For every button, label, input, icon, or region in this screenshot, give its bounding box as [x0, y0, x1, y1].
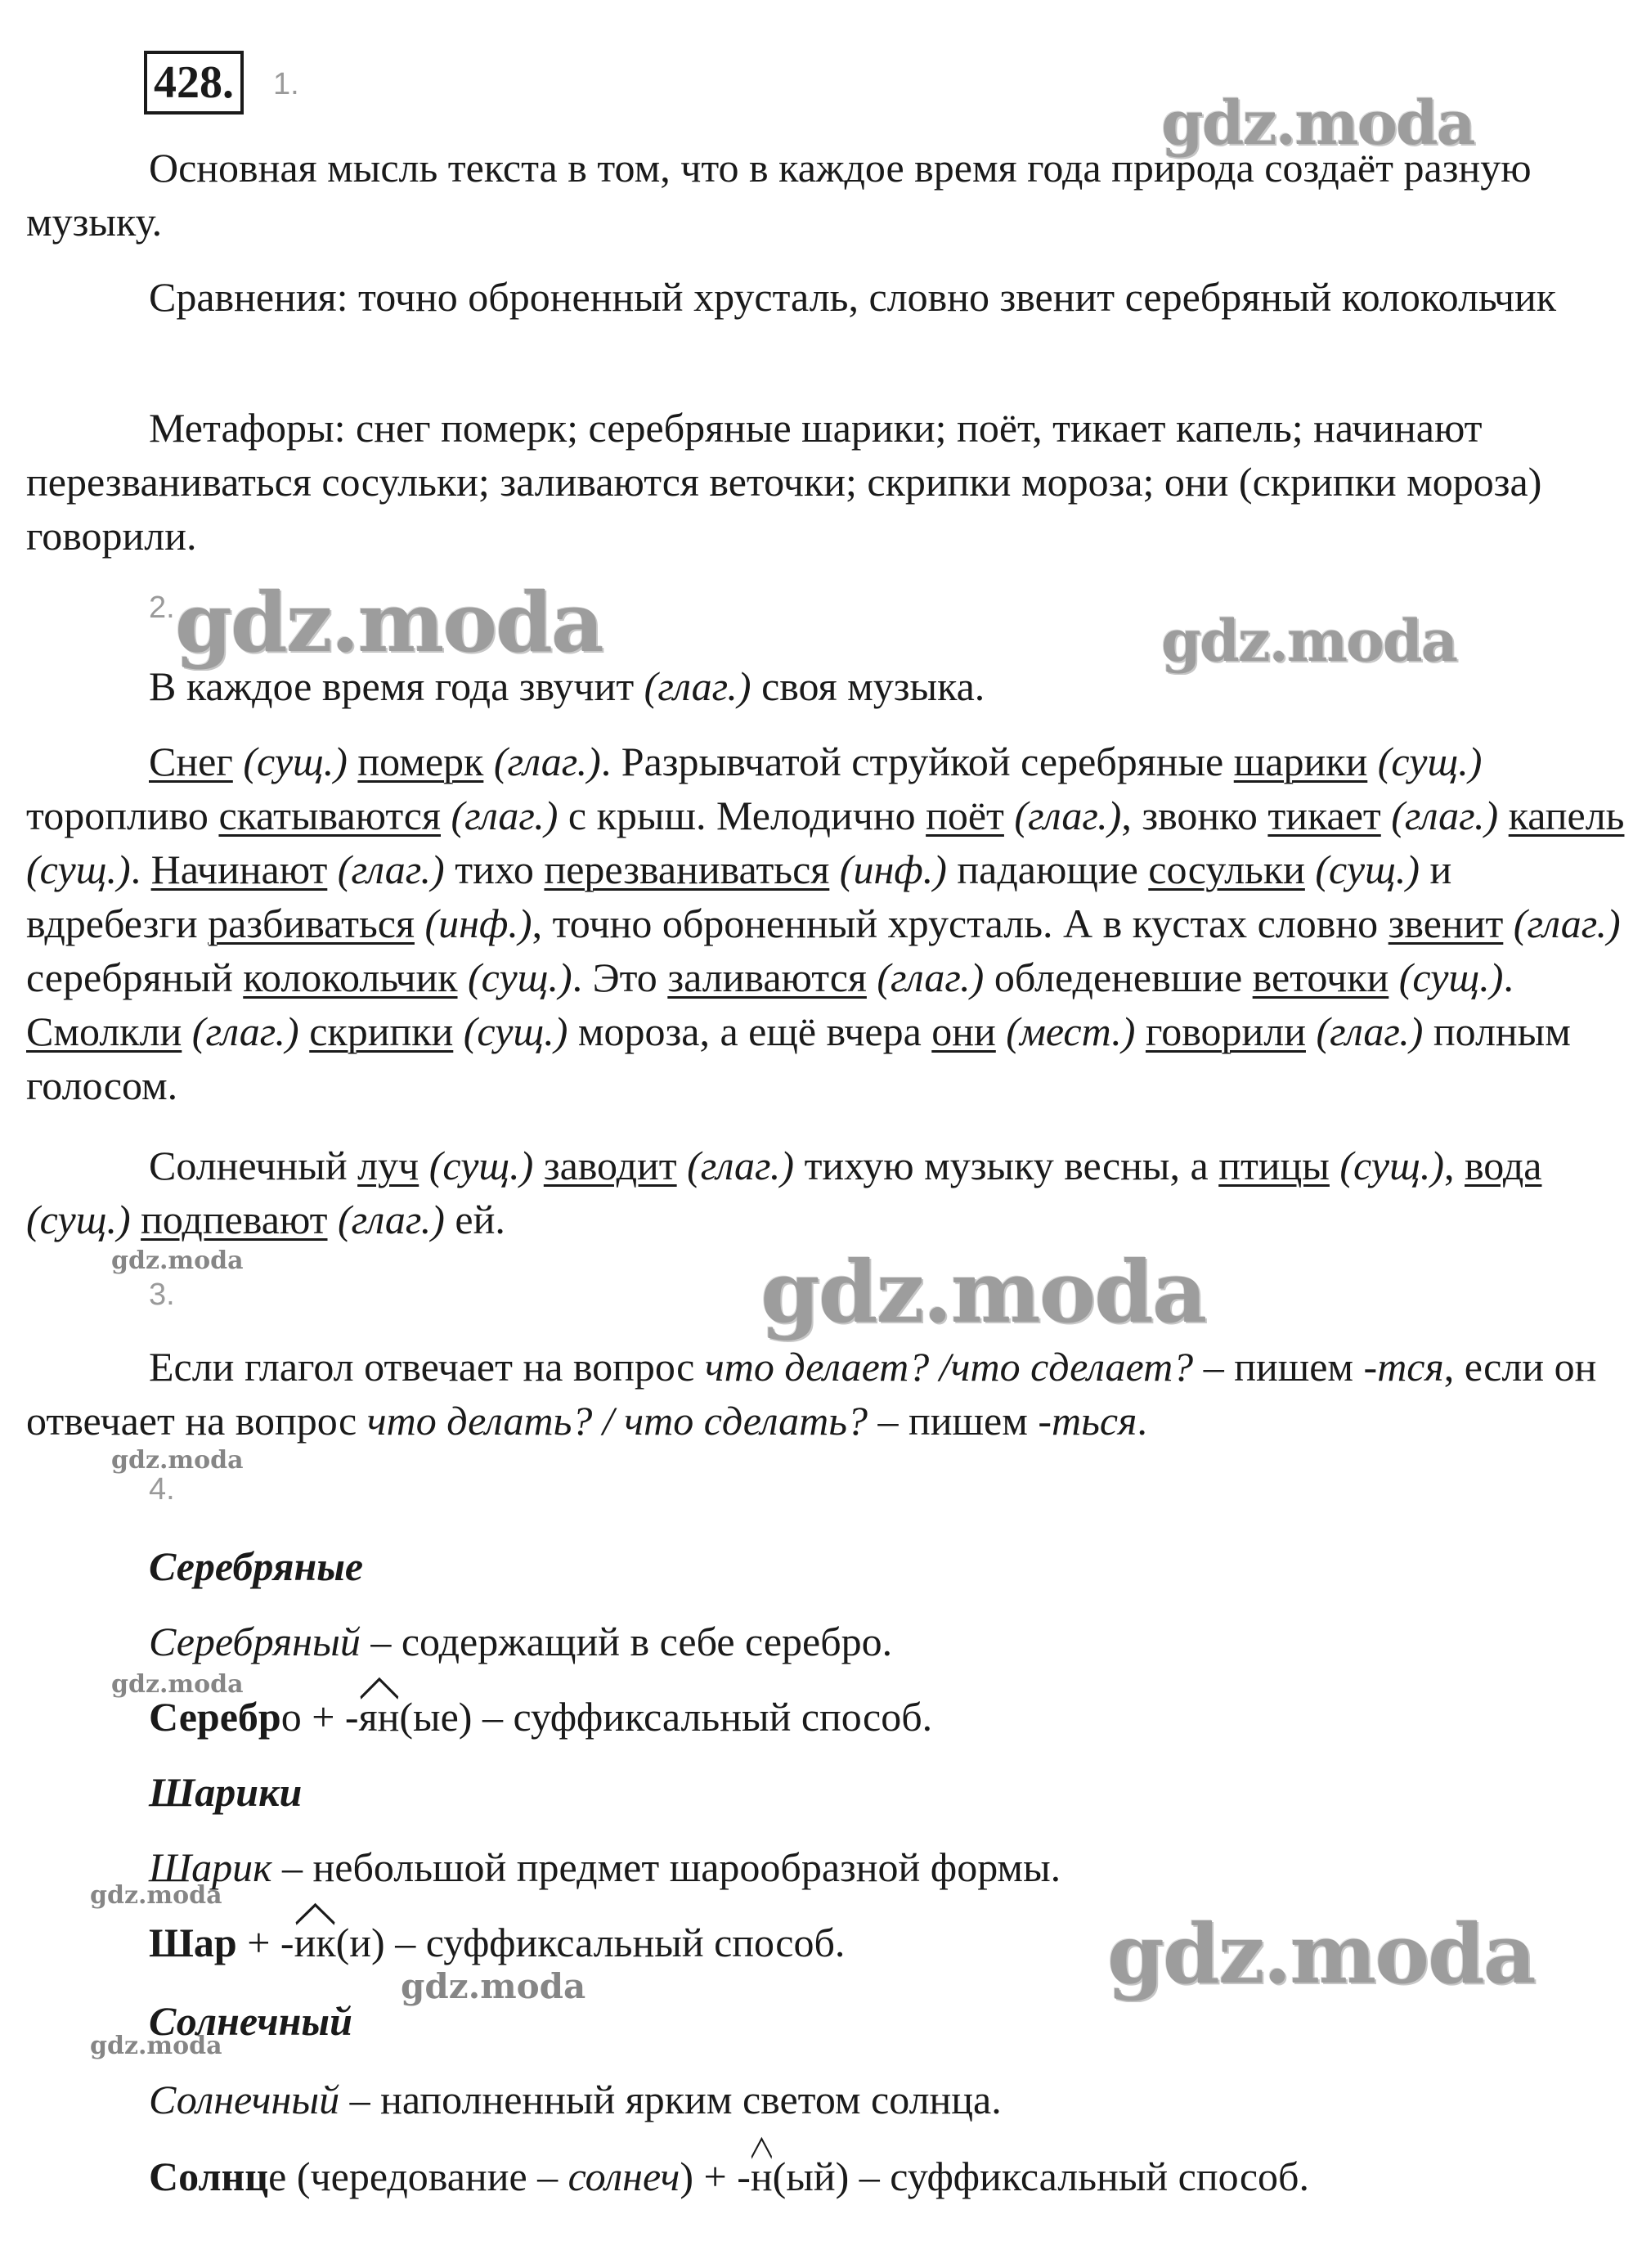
text-run [1004, 793, 1015, 838]
text-run [328, 1197, 339, 1242]
word-heading-solnechny: Солнечный [149, 1998, 352, 2044]
watermark: gdz.moda [1161, 607, 1457, 675]
text-run: серебряный [26, 954, 244, 1000]
part1-metaphors: Метафоры: снег померк; серебряные шарики; поёт, тикает капель; начинают перезваниваться сосульки; заливаются веточки; скрипки мороза; они (скрипки мороза) говорили. [26, 405, 1542, 559]
text-run [483, 739, 494, 784]
text-run [233, 739, 244, 784]
watermark: gdz.moda [90, 1881, 222, 1910]
underlined-word: они [931, 1008, 996, 1054]
text-run: , звонко [1121, 793, 1268, 838]
text-run: . [1137, 1398, 1147, 1444]
watermark: gdz.moda [401, 1966, 586, 2006]
text-run: ей. [444, 1197, 505, 1242]
underlined-word: вода [1465, 1143, 1542, 1188]
formation-shariki: Шар + - ик(и) – суффиксальный способ. [149, 1915, 845, 1969]
part-of-speech-label: (сущ.) [26, 1197, 131, 1242]
part-of-speech-label: что делает? /что сделает? [704, 1344, 1194, 1390]
underlined-word: померк [357, 739, 484, 784]
suffix-mark-icon: ик [294, 1915, 336, 1969]
underlined-word: Начинают [150, 847, 328, 892]
part-of-speech-label: (сущ.) [1315, 847, 1420, 892]
text-run: полным голосом. [26, 1008, 1571, 1108]
watermark: gdz.moda [111, 1670, 244, 1699]
underlined-word: тикает [1267, 793, 1381, 838]
watermark: gdz.moda [90, 2032, 222, 2060]
text-run: , точно оброненный хрусталь. А в кустах словно [532, 900, 1389, 946]
part-of-speech-label: (глаг.) [191, 1008, 299, 1054]
text-run [1503, 900, 1514, 946]
part1-comparisons: Сравнения: точно оброненный хрусталь, словно звенит серебряный колокольчик [149, 274, 1557, 320]
text-run: с крыш. Мелодично [558, 793, 926, 838]
text-run [348, 739, 358, 784]
underlined-word: заводит [543, 1143, 677, 1188]
text-run [1135, 1008, 1146, 1054]
text-run [441, 793, 451, 838]
watermark: gdz.moda [1107, 1906, 1535, 2002]
underlined-word: поёт [926, 793, 1004, 838]
text-run [182, 1008, 192, 1054]
text-run: торопливо [26, 793, 219, 838]
text-run [996, 1008, 1007, 1054]
text-run [1367, 739, 1378, 784]
part-number-1: 1. [273, 67, 299, 101]
part-of-speech-label: (сущ.) [1339, 1143, 1444, 1188]
underlined-word: подпевают [141, 1197, 328, 1242]
part-of-speech-label: (глаг.) [1014, 793, 1122, 838]
suffix-mark-icon: н [751, 2149, 773, 2203]
text-run [453, 1008, 464, 1054]
part-of-speech-label: (глаг.) [687, 1143, 795, 1188]
underlined-word: луч [357, 1143, 419, 1188]
part-number-4: 4. [149, 1472, 175, 1507]
formation-solnechny: Солнце (чередование – солнеч) + - н(ый) – суффиксальный способ. [149, 2149, 1309, 2203]
watermark: gdz.moda [1161, 88, 1474, 159]
text-run: тихо [444, 847, 545, 892]
part-of-speech-label: (глаг.) [877, 954, 985, 1000]
part-of-speech-label: (инф.) [839, 847, 947, 892]
text-run: , [1444, 1143, 1465, 1188]
text-run [677, 1143, 688, 1188]
part-of-speech-label: (сущ.) [1377, 739, 1483, 784]
underlined-word: скатываются [218, 793, 441, 838]
text-run [458, 954, 469, 1000]
part-of-speech-label: (глаг.) [451, 793, 559, 838]
definition-serebryany: Серебряный – содержащий в себе серебро. [149, 1619, 893, 1664]
text-run [1498, 793, 1509, 838]
part-of-speech-label: (глаг.) [1391, 793, 1499, 838]
text-run: и вдребезги [26, 847, 1452, 946]
task-number: 428. [144, 51, 244, 115]
definition-solnechny: Солнечный – наполненный ярким светом солнца. [149, 2077, 1002, 2122]
part-of-speech-label: (глаг.) [1316, 1008, 1424, 1054]
text-run: мороза, а ещё вчера [568, 1008, 932, 1054]
word-heading-serebryanye: Серебряные [149, 1543, 364, 1589]
text-run: Если глагол отвечает на вопрос [149, 1344, 705, 1390]
text-run [1389, 954, 1399, 1000]
text-run [299, 1008, 310, 1054]
text-run [419, 1143, 429, 1188]
part-of-speech-label: (глаг.) [493, 739, 601, 784]
part-of-speech-label: (сущ.) [26, 847, 131, 892]
text-run [415, 900, 425, 946]
text-run: обледеневшие [984, 954, 1253, 1000]
underlined-word: сосульки [1148, 847, 1305, 892]
watermark: gdz.moda [111, 1246, 244, 1275]
part-of-speech-label: (мест.) [1006, 1008, 1136, 1054]
text-run: тихую музыку весны, а [794, 1143, 1219, 1188]
underlined-word: Снег [149, 739, 233, 784]
watermark: gdz.moda [760, 1242, 1206, 1342]
underlined-word: птицы [1218, 1143, 1330, 1188]
underlined-word: перезваниваться [544, 847, 830, 892]
text-run [1381, 793, 1392, 838]
part-of-speech-label: (сущ.) [468, 954, 572, 1000]
part-of-speech-label: (сущ.) [463, 1008, 568, 1054]
part-of-speech-label: (инф.) [424, 900, 532, 946]
part3-rule [26, 1340, 1629, 1448]
suffix-mark-icon: ян [359, 1690, 400, 1744]
part2-intro: В каждое время года звучит (глаг.) своя музыка. [149, 663, 985, 709]
part1-main-idea: Основная мысль текста в том, что в каждое время года природа создаёт разную музыку. [26, 145, 1532, 245]
word-heading-shariki: Шарики [149, 1769, 303, 1815]
watermark: gdz.moda [175, 574, 603, 671]
text-run: . [1503, 954, 1514, 1000]
text-run [829, 847, 840, 892]
underlined-word: Смолкли [26, 1008, 182, 1054]
part-of-speech-label: (сущ.) [428, 1143, 534, 1188]
part-of-speech-label: (глаг.) [337, 847, 445, 892]
text-run: падающие [946, 847, 1149, 892]
underlined-word: капель [1508, 793, 1625, 838]
underlined-word: шарики [1233, 739, 1368, 784]
text-run [1306, 1008, 1317, 1054]
text-run [1330, 1143, 1340, 1188]
part-of-speech-label: тся [1377, 1344, 1444, 1390]
text-run [533, 1143, 544, 1188]
underlined-word: заливаются [667, 954, 867, 1000]
text-run: Солнечный [149, 1143, 358, 1188]
text-run: . [130, 847, 151, 892]
underlined-word: веточки [1252, 954, 1389, 1000]
text-run: . Разрывчатой струйкой серебряные [600, 739, 1234, 784]
text-run [867, 954, 877, 1000]
underlined-word: звенит [1388, 900, 1504, 946]
part-of-speech-label: (глаг.) [338, 1197, 445, 1242]
part-of-speech-label: ться [1052, 1398, 1137, 1444]
text-run: – пишем - [1193, 1344, 1378, 1390]
definition-sharik: Шарик – небольшой предмет шарообразной формы. [149, 1844, 1061, 1890]
part-number-3: 3. [149, 1278, 175, 1312]
part-number-2: 2. [149, 591, 175, 625]
text-run: . Это [572, 954, 668, 1000]
part-of-speech-label: (сущ.) [1398, 954, 1504, 1000]
part2-paragraph-1 [26, 734, 1629, 1112]
text-run [327, 847, 338, 892]
formation-serebryanye: Серебро + - ян(ые) – суффиксальный способ. [149, 1690, 932, 1744]
underlined-word: колокольчик [243, 954, 458, 1000]
text-run: – пишем - [868, 1398, 1052, 1444]
text-run [1305, 847, 1316, 892]
text-run [131, 1197, 141, 1242]
part-of-speech-label: что делать? / что сделать? [366, 1398, 868, 1444]
part2-paragraph-2 [26, 1138, 1629, 1246]
underlined-word: разбиваться [208, 900, 415, 946]
underlined-word: говорили [1145, 1008, 1306, 1054]
part-of-speech-label: (сущ.) [243, 739, 348, 784]
text-run: , если он отвечает на вопрос [26, 1344, 1597, 1444]
part-of-speech-label: (глаг.) [1513, 900, 1621, 946]
underlined-word: скрипки [309, 1008, 454, 1054]
watermark: gdz.moda [111, 1446, 244, 1475]
